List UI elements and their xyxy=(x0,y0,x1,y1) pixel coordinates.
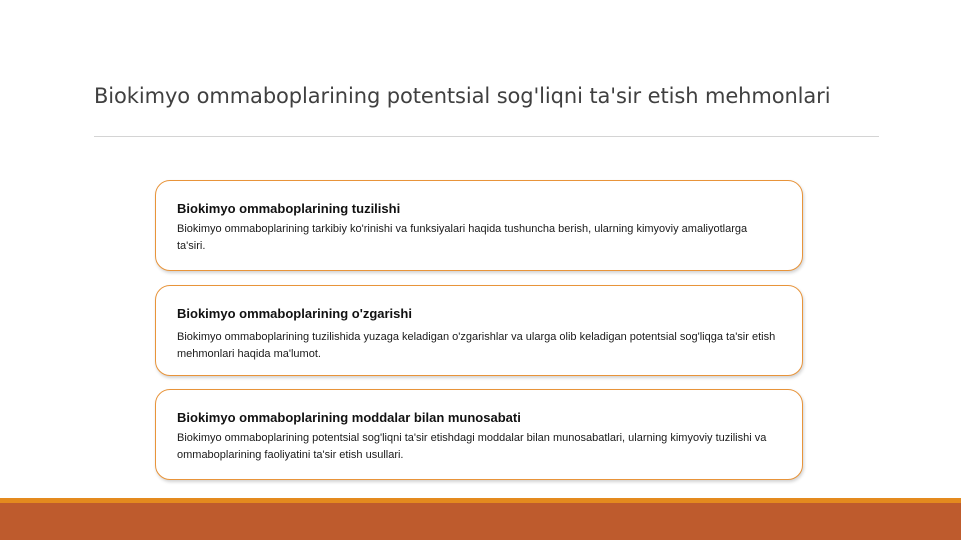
title-divider xyxy=(94,136,879,137)
info-card-structure xyxy=(155,180,803,271)
slide-title: Biokimyo ommaboplarining potentsial sog'liqni ta'sir etish mehmonlari xyxy=(94,84,831,108)
card-body: Biokimyo ommaboplarining tuzilishida yuzaga keladigan o'zgarishlar va ularga olib keladigan potentsial sog'liqga ta'sir etish mehmonlari haqida ma'lumot. xyxy=(177,331,776,360)
info-card-changes xyxy=(155,285,803,376)
card-body: Biokimyo ommaboplarining potentsial sog'liqni ta'sir etishdagi moddalar bilan munosabatlari, ularning kimyoviy tuzilishi va ommaboplarining faoliyatini ta'sir etish usullari. xyxy=(177,432,767,461)
card-heading: Biokimyo ommaboplarining tuzilishi xyxy=(177,201,401,216)
info-card-interactions xyxy=(155,389,803,480)
card-heading: Biokimyo ommaboplarining o'zgarishi xyxy=(177,306,412,321)
card-heading: Biokimyo ommaboplarining moddalar bilan munosabati xyxy=(177,410,521,425)
card-body: Biokimyo ommaboplarining tarkibiy ko'rinishi va funksiyalari haqida tushuncha berish, ularning kimyoviy amaliyotlarga ta'siri. xyxy=(177,223,748,252)
footer-band xyxy=(0,503,961,540)
